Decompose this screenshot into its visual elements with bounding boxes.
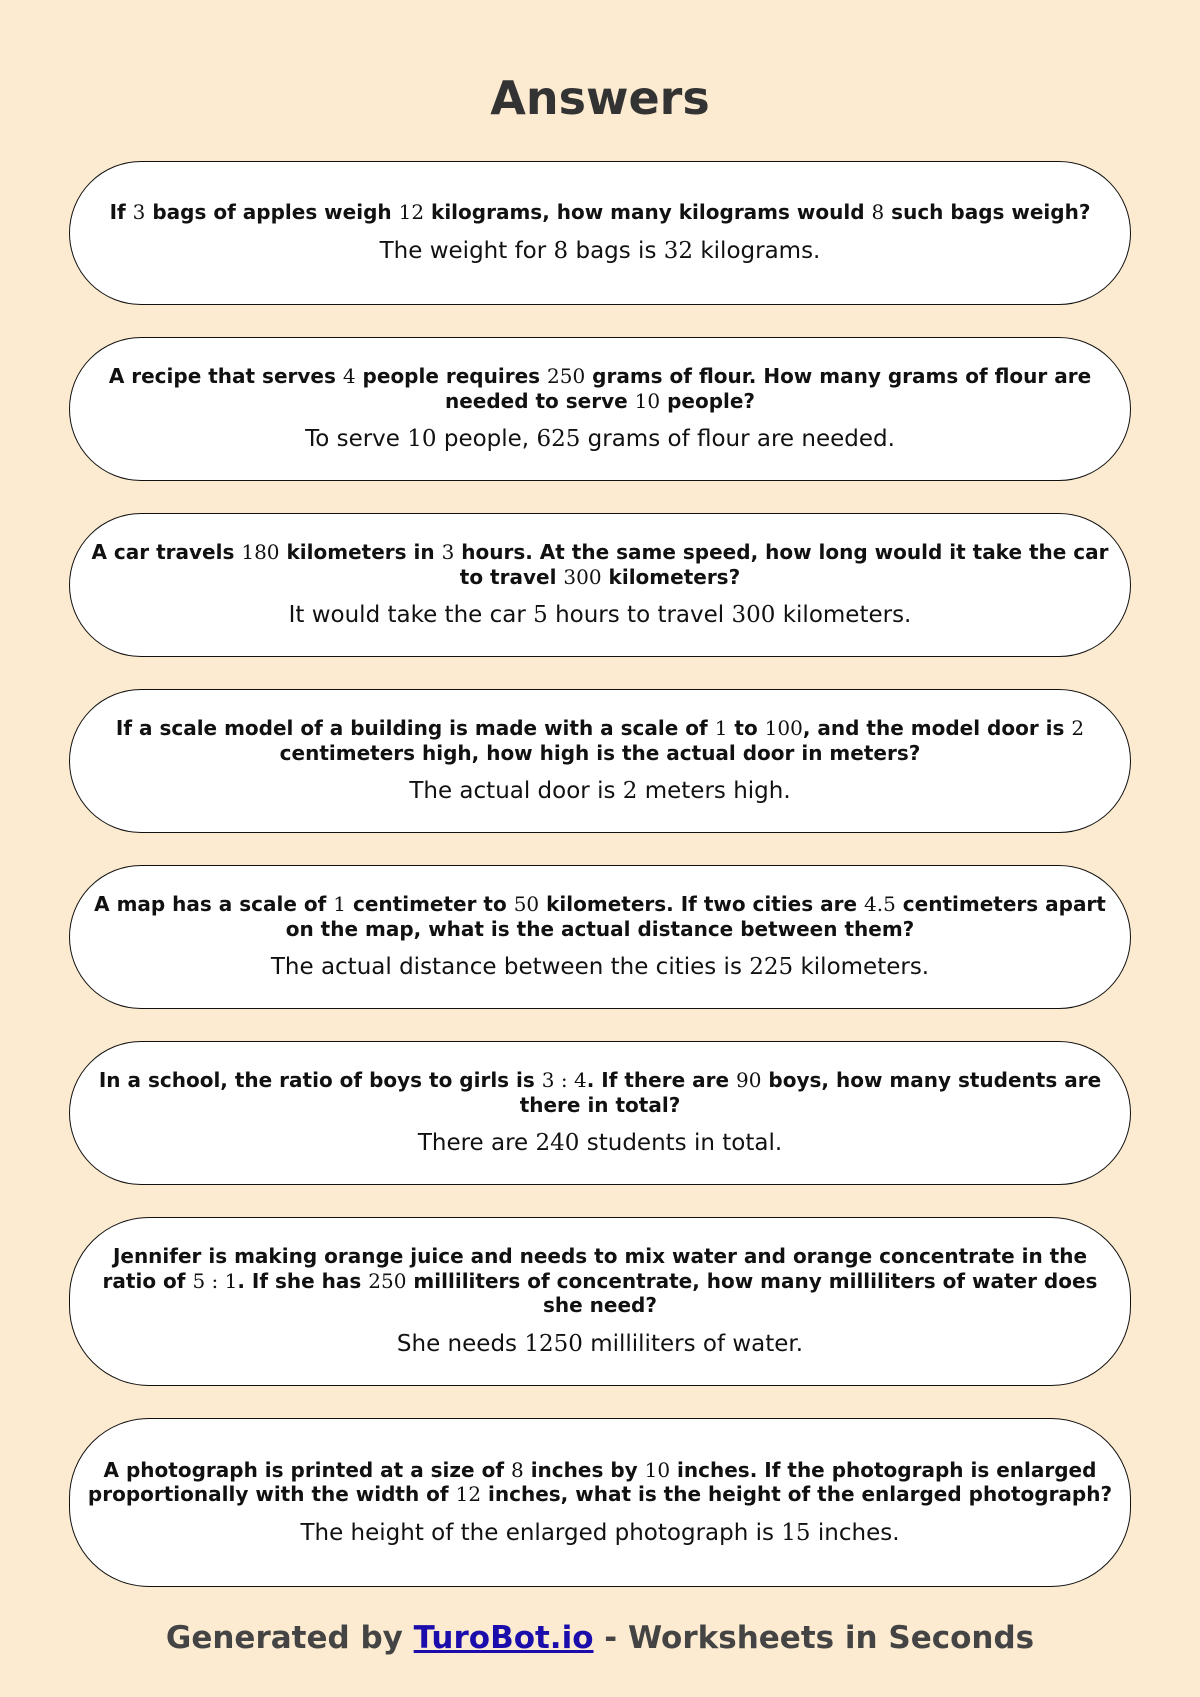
answer-segment: kilometers.	[775, 602, 912, 628]
question-segment: kilometers?	[601, 564, 741, 589]
answer-text	[86, 776, 1114, 806]
answer-card	[69, 1418, 1131, 1587]
question-number: 4.5	[864, 892, 896, 916]
question-text	[86, 1458, 1114, 1507]
question-segment: Jennifer is making orange juice and needs to mix water and orange concentrate in the ratio of	[102, 1244, 1088, 1293]
question-text	[86, 1244, 1114, 1318]
question-segment: such bags weigh?	[884, 200, 1091, 225]
answer-number: 1250	[524, 1330, 583, 1357]
answer-segment: grams of flour are needed.	[580, 426, 895, 452]
answer-segment: bags is	[568, 237, 664, 264]
question-text	[86, 200, 1114, 225]
question-segment: inches by	[523, 1457, 645, 1482]
question-segment: inches, what is the height of the enlarged photograph?	[481, 1482, 1113, 1506]
answer-number: 225	[749, 954, 794, 980]
answer-text	[86, 600, 1114, 630]
question-segment: kilometers in	[279, 540, 442, 564]
answer-segment: To serve	[305, 426, 408, 452]
question-segment: A recipe that serves	[108, 364, 343, 388]
question-segment: A car travels	[91, 540, 242, 564]
question-segment: boys, how many students are there in total?	[519, 1068, 1102, 1117]
question-number: 50	[513, 892, 540, 916]
question-segment: , and the model door is	[802, 716, 1072, 740]
footer-prefix: Generated by	[165, 1620, 414, 1656]
question-number: 10	[634, 388, 661, 413]
question-number: 2	[1071, 716, 1085, 740]
question-segment: hours. At the same speed, how long would it take the car to travel	[454, 540, 1109, 589]
answer-segment: The actual distance between the cities is	[270, 954, 750, 980]
question-segment: . If there are	[586, 1068, 736, 1092]
answer-text	[86, 1128, 1114, 1158]
answer-card	[69, 161, 1131, 305]
question-number: 4	[342, 364, 356, 388]
answer-segment: people,	[436, 426, 537, 452]
question-number: 12	[398, 200, 425, 225]
answer-segment: students in total.	[579, 1130, 783, 1156]
answer-number: 625	[536, 426, 581, 452]
answer-card	[69, 513, 1131, 657]
answer-segment: milliliters of water.	[582, 1330, 804, 1357]
question-segment: A photograph is printed at a size of	[103, 1457, 511, 1482]
question-number: 3	[441, 540, 455, 564]
answer-text	[86, 1329, 1114, 1359]
answer-card	[69, 689, 1131, 833]
page-title: Answers	[490, 71, 710, 125]
question-segment: inches. If the photograph is enlarged proportionally with the width of	[87, 1457, 1097, 1506]
answer-text	[86, 424, 1114, 454]
answer-number: 15	[781, 1519, 811, 1546]
question-number: 3 : 4	[541, 1068, 587, 1092]
question-segment: milliliters of concentrate, how many milliliters of water does she need?	[406, 1268, 1098, 1318]
turobot-link[interactable]: TuroBot.io	[413, 1620, 594, 1656]
question-segment: kilograms, how many kilograms would	[424, 200, 872, 225]
question-number: 5 : 1	[192, 1268, 238, 1293]
question-segment: In a school, the ratio of boys to girls is	[98, 1068, 542, 1092]
answer-text	[86, 236, 1114, 266]
answer-segment: The weight for	[379, 237, 554, 264]
question-text	[86, 1068, 1114, 1117]
question-text	[86, 540, 1114, 589]
question-segment: If a scale model of a building is made with a scale of	[115, 716, 715, 740]
answer-number: 5	[533, 602, 548, 628]
question-number: 10	[644, 1457, 671, 1482]
answer-number: 10	[407, 426, 437, 452]
question-number: 180	[241, 540, 280, 564]
question-number: 3	[132, 200, 146, 225]
question-number: 1	[333, 892, 347, 916]
answer-card	[69, 1041, 1131, 1185]
question-text	[86, 364, 1114, 413]
question-segment: If	[109, 200, 133, 225]
answer-text	[86, 952, 1114, 982]
question-number: 8	[871, 200, 885, 225]
answer-card	[69, 337, 1131, 481]
question-segment: centimeter to	[346, 892, 514, 916]
question-text	[86, 716, 1114, 765]
question-number: 12	[455, 1482, 482, 1506]
question-segment: centimeters high, how high is the actual door in meters?	[279, 740, 921, 765]
question-text	[86, 892, 1114, 941]
question-segment: bags of apples weigh	[145, 200, 399, 225]
answer-number: 240	[535, 1130, 580, 1156]
answer-card	[69, 1217, 1131, 1386]
question-number: 100	[764, 716, 803, 740]
question-segment: grams of flour. How many grams of flour are needed to serve	[444, 364, 1092, 413]
answer-segment: inches.	[810, 1519, 900, 1546]
question-segment: kilometers. If two cities are	[539, 892, 865, 916]
answer-number: 2	[622, 778, 638, 804]
answer-segment: It would take the car	[288, 602, 534, 628]
question-segment: centimeters apart on the map, what is the actual distance between them?	[285, 892, 1106, 941]
answer-segment: The actual door is	[409, 778, 623, 804]
answer-number: 300	[731, 602, 776, 628]
question-number: 300	[563, 564, 602, 589]
answer-segment: hours to travel	[547, 602, 732, 628]
answer-segment: kilograms.	[693, 237, 821, 264]
question-segment: to	[727, 716, 765, 740]
question-segment: people requires	[355, 364, 548, 388]
question-number: 250	[547, 364, 586, 388]
answer-segment: There are	[417, 1130, 536, 1156]
question-number: 1	[714, 716, 728, 740]
footer	[0, 1618, 1200, 1658]
answer-card	[69, 865, 1131, 1009]
question-segment: people?	[660, 388, 756, 413]
answer-segment: She needs	[396, 1330, 525, 1357]
question-number: 90	[736, 1068, 762, 1092]
answer-segment: meters high.	[637, 778, 791, 804]
answer-segment: The height of the enlarged photograph is	[300, 1519, 782, 1546]
answer-segment: kilometers.	[793, 954, 930, 980]
footer-suffix: - Worksheets in Seconds	[593, 1620, 1035, 1656]
answer-number: 8	[553, 237, 569, 264]
answer-text	[86, 1518, 1114, 1548]
question-segment: . If she has	[237, 1268, 369, 1293]
question-number: 8	[511, 1457, 524, 1482]
question-segment: A map has a scale of	[94, 892, 334, 916]
question-number: 250	[368, 1268, 407, 1293]
answer-number: 32	[663, 237, 694, 264]
